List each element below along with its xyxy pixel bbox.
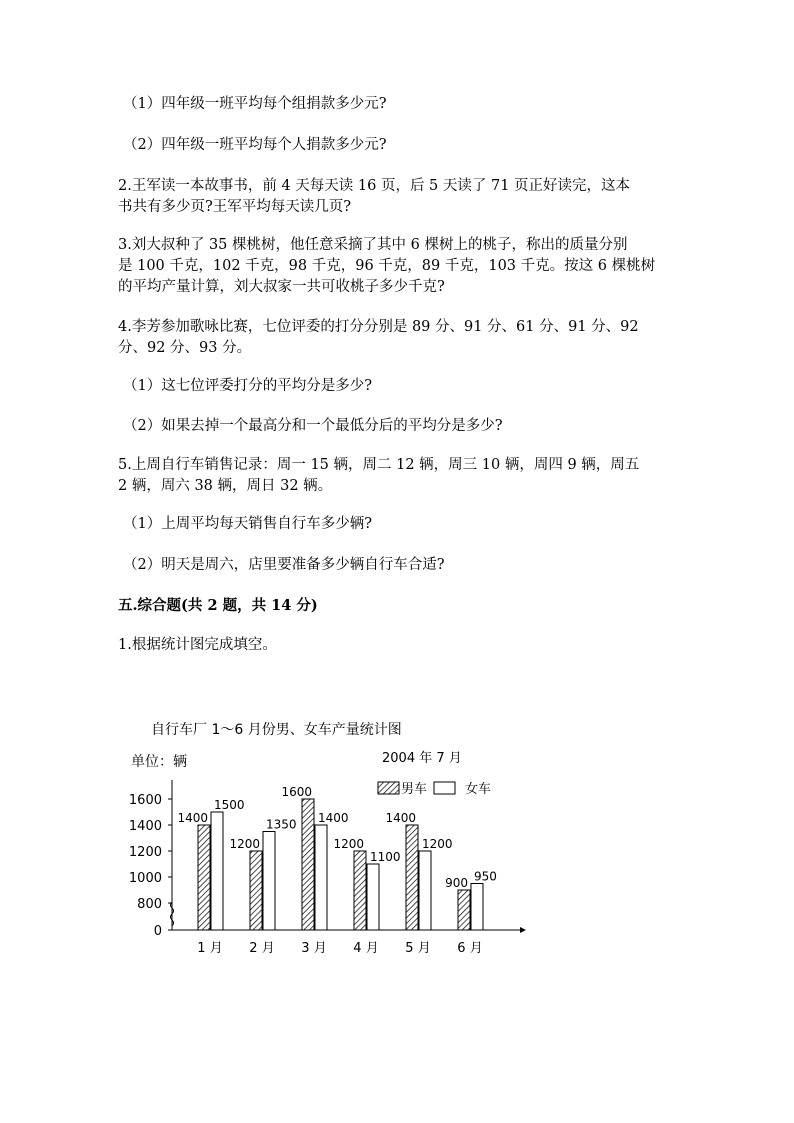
x-category-label: 6 月 [457,941,483,956]
line-9: 分、92 分、93 分。 [118,340,252,356]
y-tick-label: 1000 [128,871,162,886]
bar-chart [0,700,794,990]
bar-female [211,812,223,930]
x-category-label: 1 月 [197,941,223,956]
line-5: 3.刘大叔种了 35 棵桃树，他任意采摘了其中 6 棵树上的桃子，称出的质量分别 [118,237,628,253]
bar-value-label: 1600 [281,785,312,799]
y-tick-label: 800 [137,897,162,912]
line-11: （2）如果去掉一个最高分和一个最低分后的平均分是多少? [123,418,503,434]
bar-value-label: 1350 [266,817,297,832]
bar-male [250,851,262,930]
bar-female [367,864,379,930]
bar-value-label: 1400 [318,811,349,825]
line-17: 1.根据统计图完成填空。 [118,637,277,653]
bar-male [354,851,366,930]
x-category-label: 3 月 [301,941,327,956]
line-14: （1）上周平均每天销售自行车多少辆? [123,516,372,532]
bar-female [471,884,483,931]
x-category-label: 5 月 [405,941,431,956]
bar-value-label: 900 [445,876,468,890]
legend-label-male: 男车 [401,782,428,797]
y-tick-label: 0 [153,924,162,939]
y-tick-label: 1600 [128,793,162,808]
legend-swatch-male [378,782,399,794]
bar-male [302,799,314,930]
line-3: 2.王军读一本故事书，前 4 天每天读 16 页，后 5 天读了 71 页正好读完，这本 [118,178,631,194]
x-category-label: 2 月 [249,941,275,956]
legend [378,782,491,797]
bar-value-label: 1200 [422,837,453,851]
chart-title: 自行车厂 1～6 月份男、女车产量统计图 [151,722,402,738]
bar-value-label: 950 [474,869,497,884]
bar-male [406,825,418,930]
line-2: （2）四年级一班平均每个人捐款多少元? [123,137,387,153]
y-tick-label: 1200 [128,845,162,860]
y-tick-label: 1400 [128,819,162,834]
bar-value-label: 1400 [385,811,416,825]
bar-female [263,832,275,931]
bar-male [458,890,470,930]
bar-female [419,851,431,930]
line-4: 书共有多少页?王军平均每天读几页? [118,199,352,215]
line-8: 4.李芳参加歌咏比赛，七位评委的打分分别是 89 分、91 分、61 分、91 分、92 [118,319,639,335]
line-12: 5.上周自行车销售记录：周一 15 辆，周二 12 辆，周三 10 辆，周四 9 辆，周五 [118,457,640,473]
section-heading: 五.综合题(共 2 题，共 14 分) [118,597,318,614]
legend-label-female: 女车 [465,782,492,797]
bar-value-label: 1400 [177,811,208,825]
x-category-label: 4 月 [353,941,379,956]
line-13: 2 辆，周六 38 辆，周日 32 辆。 [118,478,333,494]
line-6: 是 100 千克，102 千克，98 千克，96 千克，89 千克，103 千克。按这 6 棵桃树 [118,258,656,274]
line-15: （2）明天是周六，店里要准备多少辆自行车合适? [123,557,445,573]
line-1: （1）四年级一班平均每个组捐款多少元? [123,96,387,112]
bar-value-label: 1500 [214,798,245,812]
bar-female [315,825,327,930]
chart-subtitle: 2004 年 7 月 [382,751,462,766]
bar-male [198,825,210,930]
line-7: 的平均产量计算，刘大叔家一共可收桃子多少千克? [118,279,445,295]
legend-swatch-female [434,782,455,794]
x-axis-arrow [520,927,526,933]
bar-value-label: 1200 [229,837,260,851]
line-10: （1）这七位评委打分的平均分是多少? [123,378,372,394]
y-axis-label: 单位：辆 [131,754,187,770]
bar-value-label: 1100 [370,850,401,864]
bar-value-label: 1200 [333,837,364,851]
